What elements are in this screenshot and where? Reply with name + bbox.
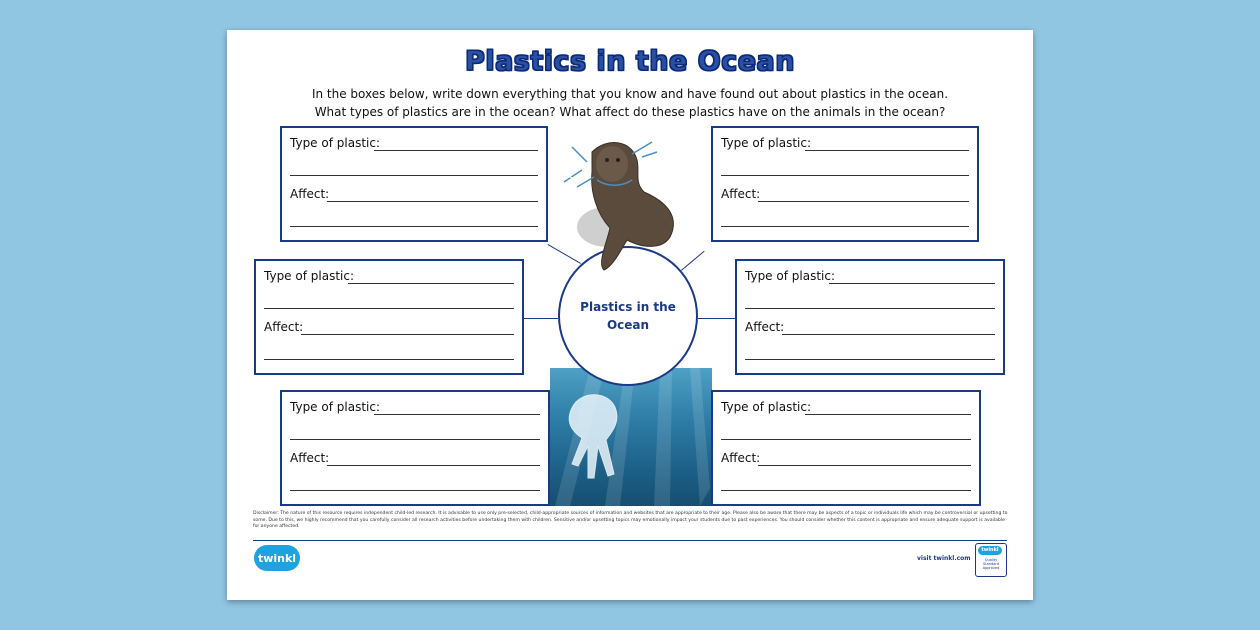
affect-label: Affect: [290, 451, 332, 465]
affect-field[interactable] [745, 320, 995, 334]
type-of-plastic-label: Type of plastic: [290, 400, 383, 414]
plastic-bag-underwater-image [550, 368, 712, 506]
write-line [374, 150, 538, 151]
write-line [327, 201, 538, 202]
intro-text [287, 85, 973, 121]
write-line [327, 465, 540, 466]
affect-field[interactable] [721, 451, 971, 465]
write-line [721, 490, 971, 491]
answer-box-top-right [711, 126, 979, 242]
type-of-plastic-field[interactable] [721, 400, 971, 414]
type-of-plastic-label: Type of plastic: [264, 269, 357, 283]
write-line [264, 308, 514, 309]
type-of-plastic-label: Type of plastic: [721, 136, 814, 150]
type-of-plastic-field[interactable] [745, 269, 995, 283]
write-line [758, 201, 969, 202]
type-of-plastic-field[interactable] [721, 136, 969, 150]
badge-text: Quality Standard Approved [982, 558, 1000, 570]
answer-box-mid-right [735, 259, 1005, 375]
write-line [745, 308, 995, 309]
write-line [721, 439, 971, 440]
connector-mid-left [524, 318, 558, 319]
connector-mid-right [698, 318, 735, 319]
affect-label: Affect: [290, 187, 332, 201]
affect-field[interactable] [721, 187, 969, 201]
worksheet-page [227, 30, 1033, 600]
answer-box-bottom-right [711, 390, 981, 506]
badge-logo: twinkl [978, 546, 1002, 555]
center-label-line-1: Plastics in the [580, 300, 676, 314]
answer-box-bottom-left [280, 390, 550, 506]
seal-tangled-in-plastic-image [552, 132, 702, 272]
type-of-plastic-label: Type of plastic: [745, 269, 838, 283]
write-line [805, 150, 969, 151]
write-line [301, 334, 514, 335]
visit-link[interactable]: visit twinkl.com [917, 555, 971, 562]
write-line [829, 283, 995, 284]
write-line [758, 465, 971, 466]
intro-line-1: In the boxes below, write down everything that you know and have found out about plastics in the ocean. [311, 87, 949, 101]
write-line [745, 359, 995, 360]
type-of-plastic-field[interactable] [290, 136, 538, 150]
write-line [290, 226, 538, 227]
write-line [264, 359, 514, 360]
intro-line-2: What types of plastics are in the ocean? What affect do these plastics have on the animals in the ocean? [314, 105, 946, 119]
write-line [290, 439, 540, 440]
write-line [721, 226, 969, 227]
write-line [805, 414, 971, 415]
page-title: Plastics in the Ocean [465, 46, 795, 77]
twinkl-logo[interactable]: twinkl [254, 545, 300, 571]
type-of-plastic-field[interactable] [264, 269, 514, 283]
quality-badge-icon [975, 543, 1007, 577]
center-label-line-2: Ocean [606, 318, 650, 332]
affect-label: Affect: [264, 320, 306, 334]
footer-divider [253, 540, 1007, 541]
write-line [290, 175, 538, 176]
type-of-plastic-label: Type of plastic: [290, 136, 383, 150]
answer-box-top-left [280, 126, 548, 242]
answer-box-mid-left [254, 259, 524, 375]
type-of-plastic-field[interactable] [290, 400, 540, 414]
affect-label: Affect: [721, 187, 763, 201]
affect-field[interactable] [290, 451, 540, 465]
write-line [290, 490, 540, 491]
affect-label: Affect: [721, 451, 763, 465]
write-line [374, 414, 540, 415]
write-line [348, 283, 514, 284]
disclaimer-text: Disclaimer: The nature of this resource requires independent child-led research. It is advisable to use only pre-selected, child-appropriate sources of information and websites that are appropriate to their age. Please also be aware that there may be aspects of a topic or individuals life which may be controversial or upsetting to some. Due to this, we highly recommend that you carefully consider all research activities before undertaking them with children. Sensitive and/or upsetting topics may emotionally impact your students due to past experiences. You should consider whether this content is appropriate and ensure adequate support is available for anyone affected. [253, 511, 1008, 529]
affect-label: Affect: [745, 320, 787, 334]
type-of-plastic-label: Type of plastic: [721, 400, 814, 414]
affect-field[interactable] [290, 187, 538, 201]
affect-field[interactable] [264, 320, 514, 334]
write-line [782, 334, 995, 335]
write-line [721, 175, 969, 176]
